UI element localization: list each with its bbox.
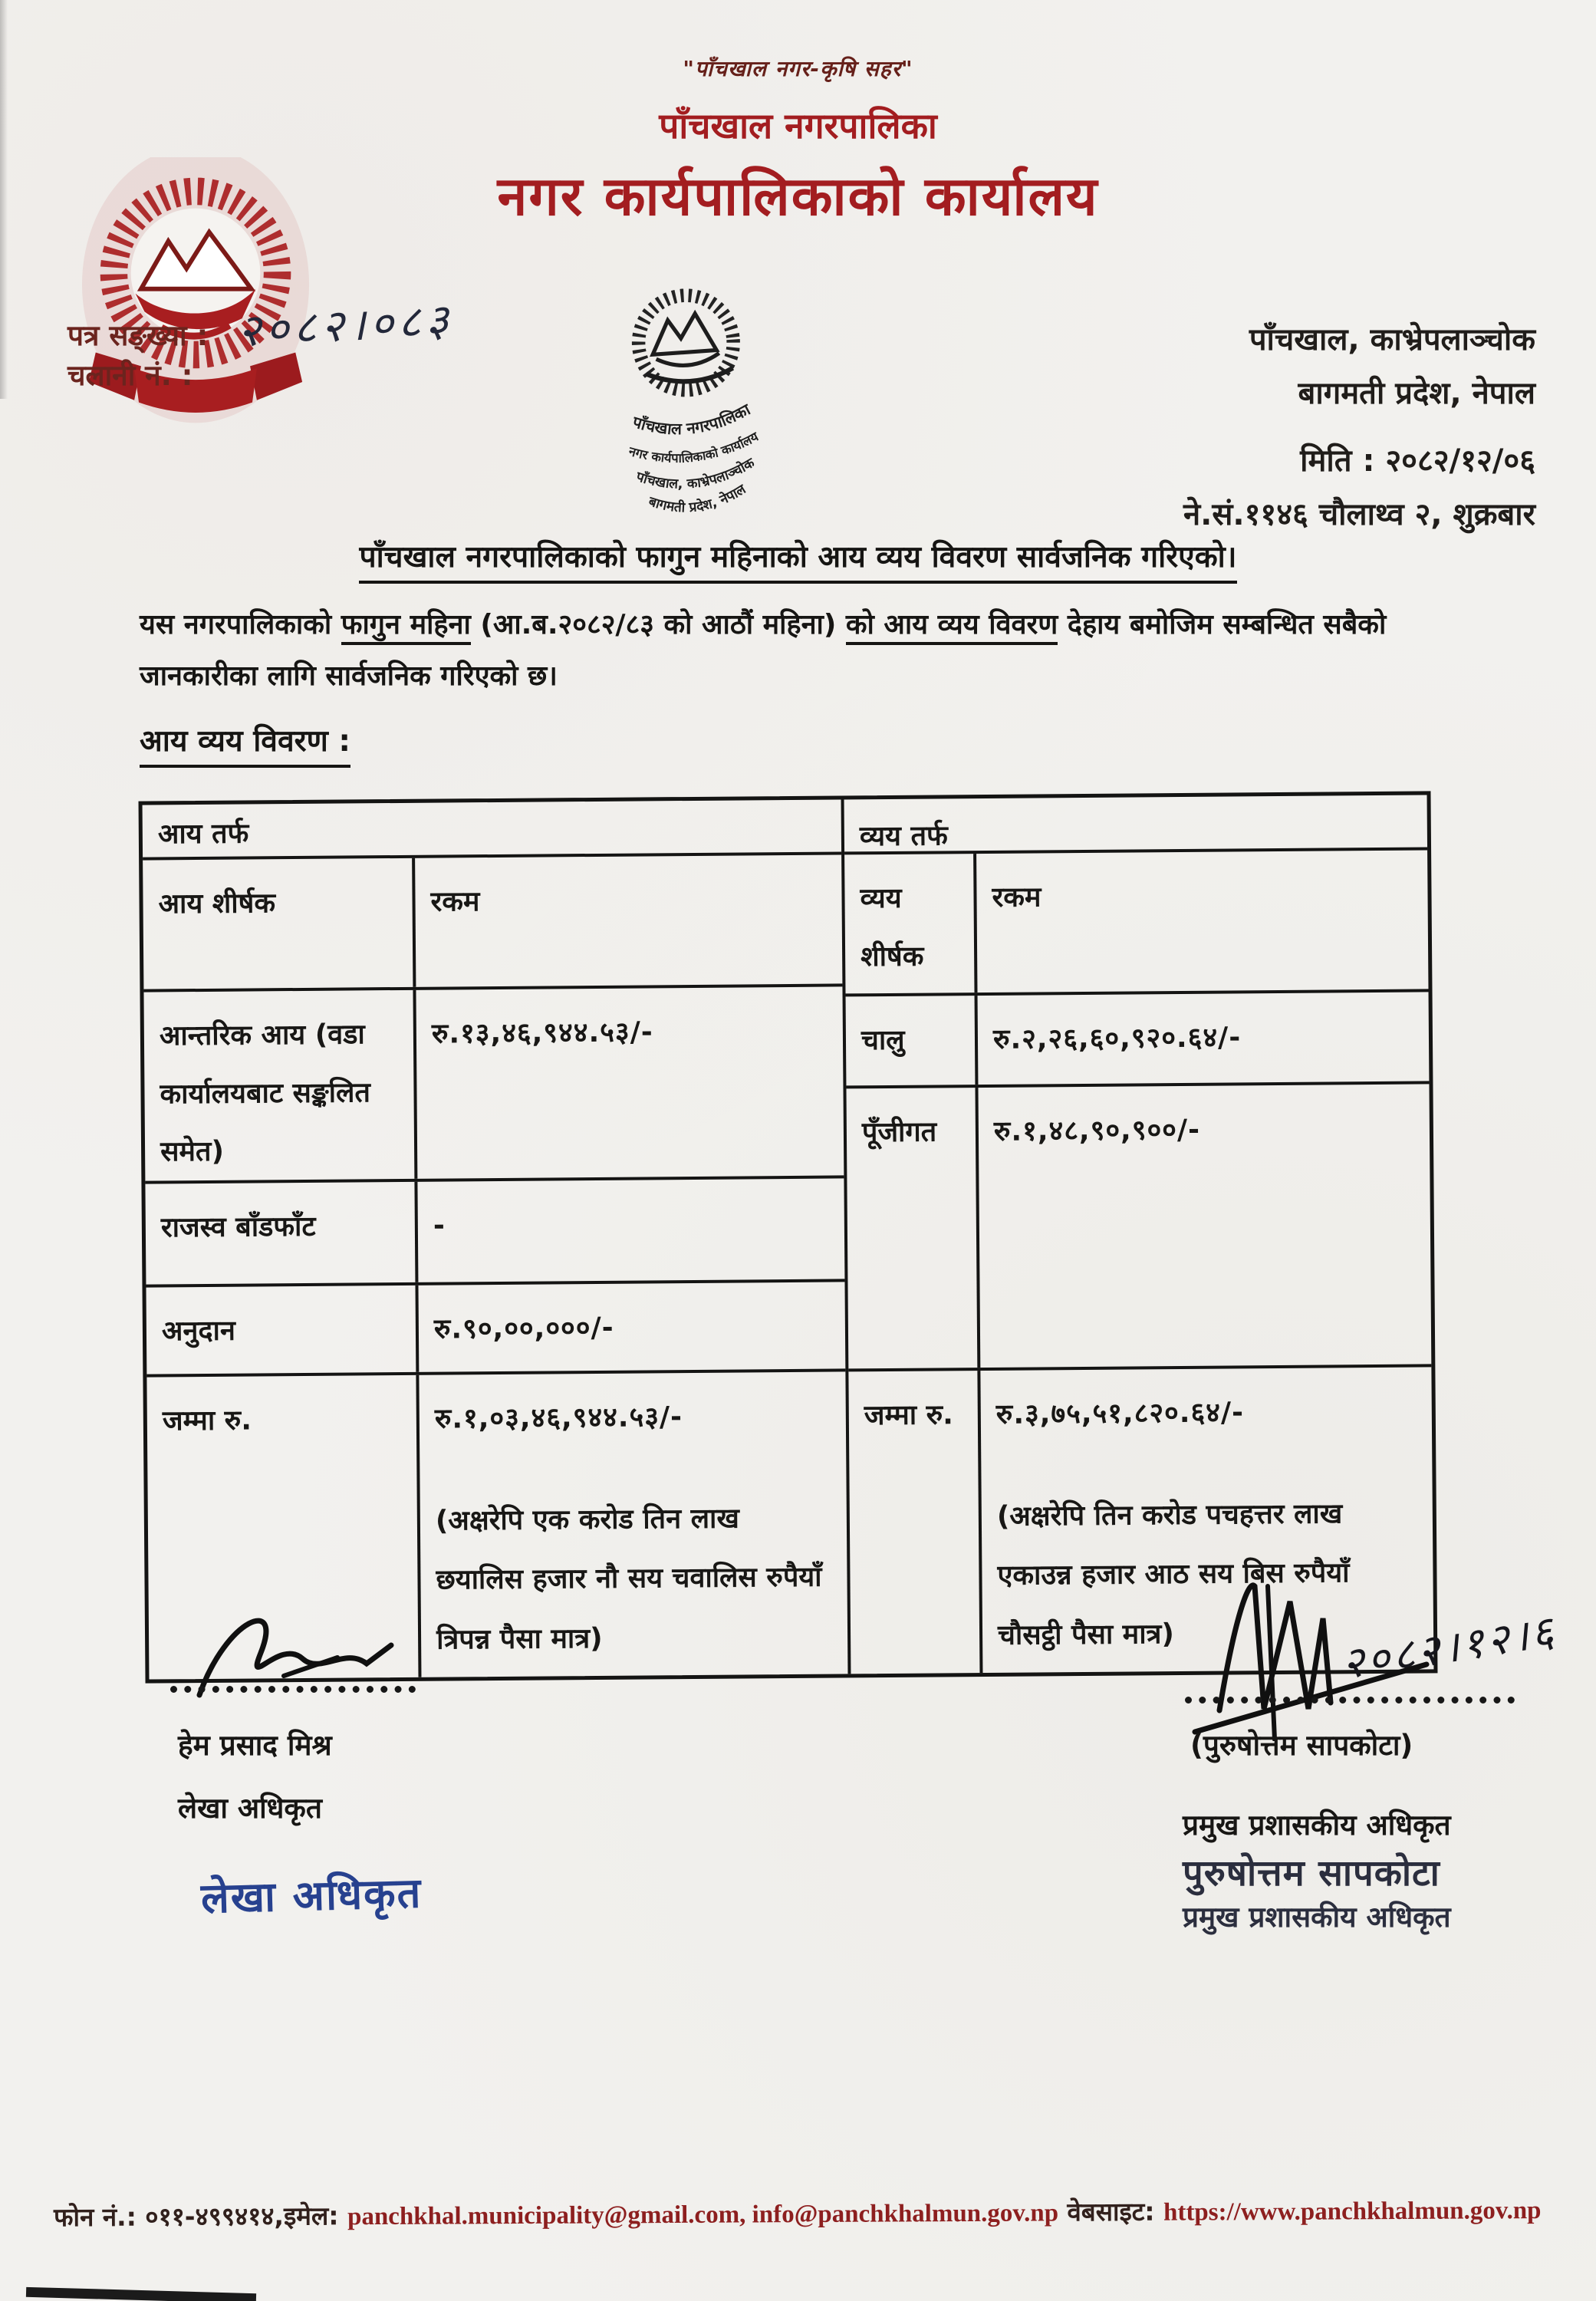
left-signer-title: लेखा अधिकृत <box>178 1792 322 1825</box>
cao-stamp-title: प्रमुख प्रशासकीय अधिकृत <box>1183 1901 1451 1934</box>
cao-stamp-name: पुरुषोत्तम सापकोटा <box>1183 1852 1440 1894</box>
municipality-name-title: पाँचखाल नगरपालिका <box>659 105 937 146</box>
stamp-line-office: नगर कार्यपालिकाको कार्यालय <box>627 429 761 466</box>
stamp-line-municipality: पाँचखाल नगरपालिका <box>630 400 754 439</box>
footer-emails: panchkhal.municipality@gmail.com, info@panchkhalmun.gov.np <box>347 2199 1059 2231</box>
nepal-era-date-line: ने.सं.११४६ चौलाथ्व २, शुक्रबार <box>1183 497 1535 532</box>
expense-columns-header-row <box>844 850 1428 996</box>
expense-row-amount: रु.२,२६,६०,९२०.६४/- <box>992 1022 1242 1056</box>
income-total-label: जम्मा रु. <box>146 1375 421 1680</box>
footer-phone: फोन नं.: ०११-४९९४१४, <box>53 2201 285 2233</box>
body-text-pre: यस नगरपालिकाको <box>140 609 341 640</box>
income-row-label: आन्तरिक आय (वडा कार्यालयबाट सङ्कलित समेत) <box>143 990 417 1181</box>
office-round-stamp <box>591 270 790 538</box>
expense-total-label: जम्मा रु. <box>848 1371 982 1674</box>
section-heading: आय व्यय विवरण : <box>140 724 350 768</box>
expense-row-label: चालु <box>846 996 979 1086</box>
table-row <box>146 1282 845 1378</box>
income-side <box>143 799 851 1679</box>
expense-total-in-words: (अक्षरेपि तिन करोड पचहत्तर लाख एकाउन्न हजार आठ सय बिस रुपैयाँ चौसट्ठी पैसा मात्र) <box>996 1498 1350 1651</box>
income-row-amount: - <box>433 1210 446 1242</box>
body-underlined-phrase: को आय व्यय विवरण <box>846 609 1058 645</box>
date-line: मिति : २०८२/१२/०६ <box>1300 443 1535 479</box>
address-date-block <box>997 313 1565 542</box>
income-row-label: अनुदान <box>146 1285 419 1374</box>
subject-line: पाँचखाल नगरपालिकाको फागुन महिनाको आय व्यय विवरण सार्वजनिक गरिएको। <box>359 540 1236 584</box>
income-columns-header-row <box>143 854 842 992</box>
expense-row-amount: रु.१,४८,९०,९००/- <box>993 1114 1201 1148</box>
income-amount-column-header: रकम <box>430 886 480 918</box>
income-side-header: आय तर्फ <box>143 799 842 860</box>
table-row <box>846 1085 1431 1372</box>
scan-artifact-mark <box>26 2287 256 2301</box>
expense-side <box>844 795 1434 1674</box>
right-signer-name: (पुरुषोत्तम सापकोटा) <box>1190 1729 1413 1762</box>
income-title-column-header: आय शीर्षक <box>143 858 416 989</box>
table-row <box>143 987 844 1184</box>
expense-title-column-header: व्यय शीर्षक <box>844 854 977 994</box>
right-signer-title: प्रमुख प्रशासकीय अधिकृत <box>1183 1809 1451 1842</box>
table-row <box>846 992 1430 1089</box>
income-row-label: राजस्व बाँडफाँट <box>145 1182 418 1284</box>
svg-text:पाँचखाल नगरपालिका <box>628 399 755 442</box>
subject-line-wrap <box>0 535 1596 576</box>
office-name-title: नगर कार्यपालिकाको कार्यालय <box>497 165 1099 228</box>
right-signature-dotted-line <box>1185 1697 1515 1704</box>
body-paragraph <box>140 600 1466 702</box>
expense-row-label: पूँजीगत <box>846 1088 980 1368</box>
income-total-in-words: (अक्षरेपि एक करोड तिन लाख छयालिस हजार नौ सय चवालिस रुपैयाँ त्रिपन्न पैसा मात्र) <box>435 1503 822 1656</box>
section-heading-wrap <box>140 719 350 760</box>
income-expense-table <box>139 791 1438 1683</box>
expense-total-amount: रु.३,७५,५१,८२०.६४/- <box>995 1397 1245 1431</box>
table-row <box>145 1179 844 1288</box>
body-text-mid: (आ.ब.२०८२/८३ को आठौं महिना) <box>470 609 846 640</box>
body-text-post: देहाय बमोजिम सम्बन्धित सबैको जानकारीका लागि सार्वजनिक गरिएको छ। <box>140 609 1387 692</box>
body-underlined-month: फागुन महिना <box>341 609 471 645</box>
left-signature-scribble <box>169 1599 460 1714</box>
handwritten-date: २०८२।१२।६ <box>1338 1606 1561 1690</box>
footer-email-label: इमेल: <box>283 2201 348 2231</box>
municipality-motto: "पाँचखाल नगर-कृषि सहर" <box>683 56 913 81</box>
letter-number-handwritten-value: २०८२।०८३ <box>236 293 455 357</box>
stamp-line-province: बागमती प्रदेश, नेपाल <box>647 482 749 516</box>
address-line-1: पाँचखाल, काभ्रेपलाञ्चोक <box>1249 322 1535 357</box>
left-signature-dotted-line <box>170 1686 416 1693</box>
dispatch-number-label: चलानी नं. : <box>67 359 193 392</box>
account-officer-stamp: लेखा अधिकृत <box>200 1868 423 1923</box>
footer-website-label: वेबसाइट: <box>1058 2196 1164 2227</box>
stamp-line-district: पाँचखाल, काभ्रेपलाञ्चोक <box>634 455 758 492</box>
footer-contact-line <box>54 2191 1580 2234</box>
left-signer-name: हेम प्रसाद मिश्र <box>178 1729 332 1762</box>
letter-number-label: पत्र सङ्ख्या : <box>67 319 209 352</box>
income-row-amount: रु.९०,००,०००/- <box>433 1312 614 1345</box>
letter-number-line <box>67 293 455 358</box>
expense-side-header: व्यय तर्फ <box>844 795 1428 854</box>
address-line-2: बागमती प्रदेश, नेपाल <box>1298 376 1535 411</box>
expense-amount-column-header: रकम <box>992 881 1042 913</box>
income-total-cell <box>419 1372 847 1677</box>
income-total-amount: रु.१,०३,४६,९४४.५३/- <box>434 1401 683 1435</box>
footer-website-url: https://www.panchkhalmun.gov.np <box>1163 2197 1542 2227</box>
income-row-amount: रु.१३,४६,९४४.५३/- <box>431 1016 653 1050</box>
